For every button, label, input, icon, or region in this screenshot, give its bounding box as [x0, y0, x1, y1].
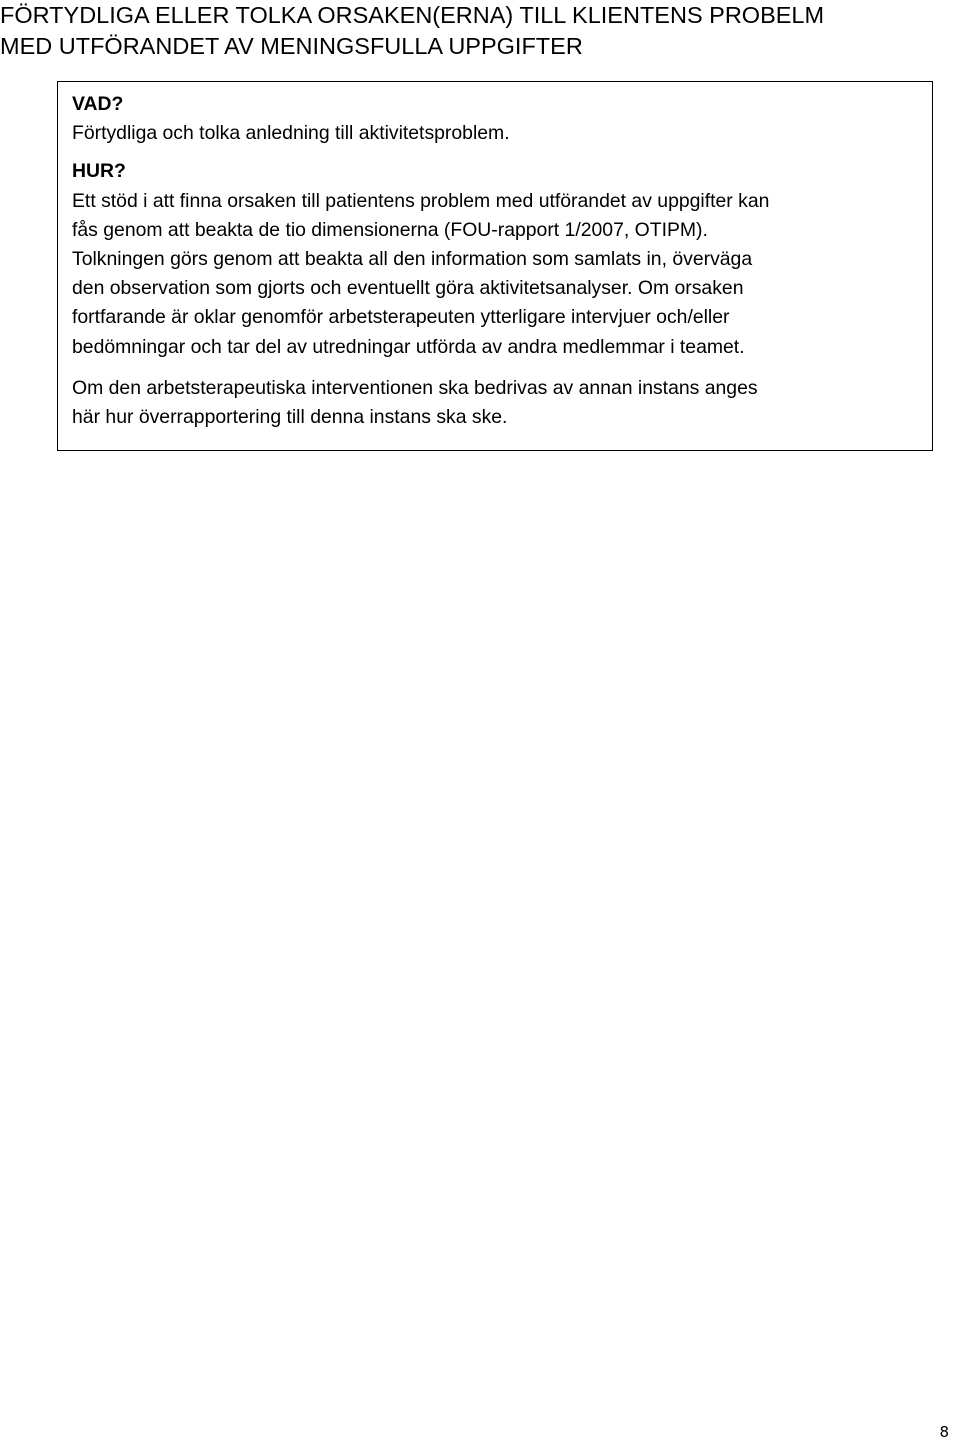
om-line: här hur överrapportering till denna instans ska ske. — [72, 406, 508, 429]
hur-label: HUR? — [72, 160, 126, 183]
hur-line: fortfarande är oklar genomför arbetsterapeuten ytterligare intervjuer och/eller — [72, 306, 730, 329]
content-box-body — [72, 90, 922, 432]
spacer — [72, 148, 922, 157]
heading-line-2: MED UTFÖRANDET AV MENINGSFULLA UPPGIFTER — [0, 33, 583, 59]
hur-line: fås genom att beakta de tio dimensionerna (FOU-rapport 1/2007, OTIPM). — [72, 218, 708, 241]
section-heading — [0, 0, 960, 62]
content-box — [57, 81, 933, 451]
hur-paragraph — [72, 187, 922, 362]
om-paragraph — [72, 374, 922, 432]
spacer — [72, 362, 922, 374]
hur-line: den observation som gjorts och eventuellt göra aktivitetsanalyser. Om orsaken — [72, 277, 744, 300]
hur-line: bedömningar och tar del av utredningar utförda av andra medlemmar i teamet. — [72, 335, 745, 358]
page-number: 8 — [939, 1423, 949, 1441]
heading-line-1: FÖRTYDLIGA ELLER TOLKA ORSAKEN(ERNA) TILL KLIENTENS PROBELM — [0, 2, 825, 28]
hur-line: Ett stöd i att finna orsaken till patientens problem med utförandet av uppgifter kan — [72, 189, 770, 212]
vad-text: Förtydliga och tolka anledning till aktivitetsproblem. — [72, 122, 510, 145]
hur-line: Tolkningen görs genom att beakta all den information som samlats in, överväga — [72, 248, 753, 271]
om-line: Om den arbetsterapeutiska interventionen ska bedrivas av annan instans anges — [72, 376, 758, 399]
vad-label: VAD? — [72, 93, 124, 115]
